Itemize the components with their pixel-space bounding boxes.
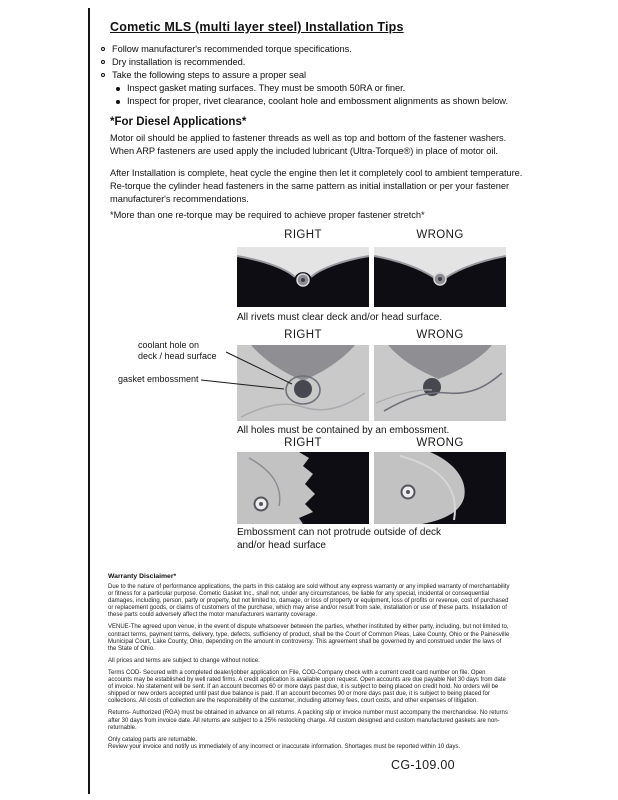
tips-list: [101, 43, 546, 108]
open-bullet-icon: [101, 73, 105, 77]
diagram-rivet-right: [237, 247, 369, 307]
diagram-embossment-right: [237, 345, 369, 421]
diagram-protrude-right: [237, 452, 369, 524]
right-label-row1: RIGHT: [284, 229, 322, 241]
diesel-paragraph-1: Motor oil should be applied to fastener threads as well as top and bottom of the fastener washers. When ARP fasteners are used apply the included lubricant (Ultra-Torque®) in place of motor oil.: [110, 133, 507, 156]
right-label-row3: RIGHT: [284, 437, 322, 449]
sub-tip-item: [101, 95, 546, 108]
doc-number: CG-109.00: [391, 758, 455, 772]
filled-bullet-icon: [116, 87, 120, 91]
tip-text: Follow manufacturer's recommended torque specifications.: [112, 44, 352, 54]
disclaimer-paragraph: Terms COD- Secured with a completed dealer/jobber application on File, COD-Company check with a current credit card number on file. Open accounts may be established by well rated firms. A credit application is available upon request. Open accounts are due payable Net 30 days from date of invoice. No statement will be sent. If an account becomes 60 or more days past due, it is subject to being placed on credit hold. No orders will be shipped or new orders accepted until past due balance is paid. If an account becomes 90 or more days past due, it is subject to being placed for collections. All costs of collection are the responsibility of the customer, including attorney fees, court costs, and other expenses of litigation.: [108, 669, 506, 705]
diagram-embossment-wrong: [374, 345, 506, 421]
caption-holes: All holes must be contained by an embossment.: [237, 425, 450, 436]
caption-rivets: All rivets must clear deck and/or head surface.: [237, 312, 443, 323]
right-label-row2: RIGHT: [284, 329, 322, 341]
open-bullet-icon: [101, 60, 105, 64]
annotation-line: coolant hole on: [138, 340, 200, 350]
diagram-rivet-wrong: [374, 247, 506, 307]
disclaimer-paragraph: Review your invoice and notify us immediately of any incorrect or inaccurate information. Shortages must be reported within 10 days.: [108, 744, 461, 751]
tip-item: [101, 56, 546, 69]
disclaimer-paragraph: Returns- Authorized (RGA) must be obtained in advance on all returns. A packing slip or invoice number must accompany the merchandise. No returns after 30 days from invoice date. All returns are subject to a 25% restocking charge. All custom designed and custom manufactured gaskets are non-returnable.: [108, 710, 508, 731]
wrong-label-row2: WRONG: [416, 329, 464, 341]
coolant-hole-icon: [294, 380, 312, 398]
wrong-label-row1: WRONG: [416, 229, 464, 241]
left-border-rule: [88, 8, 90, 794]
tip-text: Take the following steps to assure a proper seal: [112, 70, 306, 80]
annotation-gasket-embossment: gasket embossment: [118, 374, 199, 384]
disclaimer-paragraph: Only catalog parts are returnable.: [108, 736, 198, 743]
sub-tip-item: [101, 82, 546, 95]
annotation-coolant-hole: [138, 340, 230, 361]
warranty-disclaimer: [108, 573, 510, 756]
diagram-protrude-wrong: [374, 452, 506, 524]
caption-embossment: Embossment can not protrude outside of deck and/or head surface: [237, 527, 442, 551]
sub-tip-text: Inspect for proper, rivet clearance, coolant hole and embossment alignments as shown below.: [127, 96, 508, 106]
disclaimer-heading: Warranty Disclaimer*: [108, 573, 177, 580]
disclaimer-paragraph: VENUE-The agreed upon venue, in the event of dispute whatsoever between the parties, whether instituted by either party, including, but not limited to, contract terms, payment terms, delivery, type, defects, sufficiency of product, shall be the Court of Common Pleas, Lake County, Ohio or the Painesville Municipal Court, Lake County, Ohio, depending on the amount in controversy. This agreement shall be governed by and construed under the laws of the State of Ohio.: [108, 624, 510, 652]
open-bullet-icon: [101, 47, 105, 51]
sub-tip-text: Inspect gasket mating surfaces. They must be smooth 50RA or finer.: [127, 83, 406, 93]
diesel-paragraph-2: After Installation is complete, heat cycle the engine then let it completely cool to ambient temperature. Re-torque the cylinder head fasteners in the same pattern as initial installation or per your fastener manufacturer's recommendations.: [110, 168, 523, 204]
tip-item: [101, 69, 546, 82]
disclaimer-paragraph: Due to the nature of performance applications, the parts in this catalog are sold without any express warranty or any implied warranty of merchantability or fitness for a particular purpose. Cometic Gasket Inc., shall not, under any circumstances, be liable for any special, incidental or consequential damages, including, person, party or property, but not limited to, damage, or loss of property or equipment, loss of profits or revenue, cost of purchased or replacement goods, or claims of customers of the purchase, which may arise and/or result from sale, installation or use of these parts. Installation of these parts could adversely affect the motor manufacturers warranty coverage.: [108, 584, 510, 619]
filled-bullet-icon: [116, 100, 120, 104]
wrong-label-row3: WRONG: [416, 437, 464, 449]
diesel-applications-heading: *For Diesel Applications*: [110, 116, 247, 128]
tip-text: Dry installation is recommended.: [112, 57, 246, 67]
page-title: Cometic MLS (multi layer steel) Installation Tips: [110, 20, 404, 34]
retorque-note: *More than one re-torque may be required to achieve proper fastener stretch*: [110, 210, 425, 220]
disclaimer-paragraph: All prices and terms are subject to change without notice.: [108, 657, 260, 664]
annotation-line: deck / head surface: [138, 350, 217, 361]
tip-item: [101, 43, 546, 56]
